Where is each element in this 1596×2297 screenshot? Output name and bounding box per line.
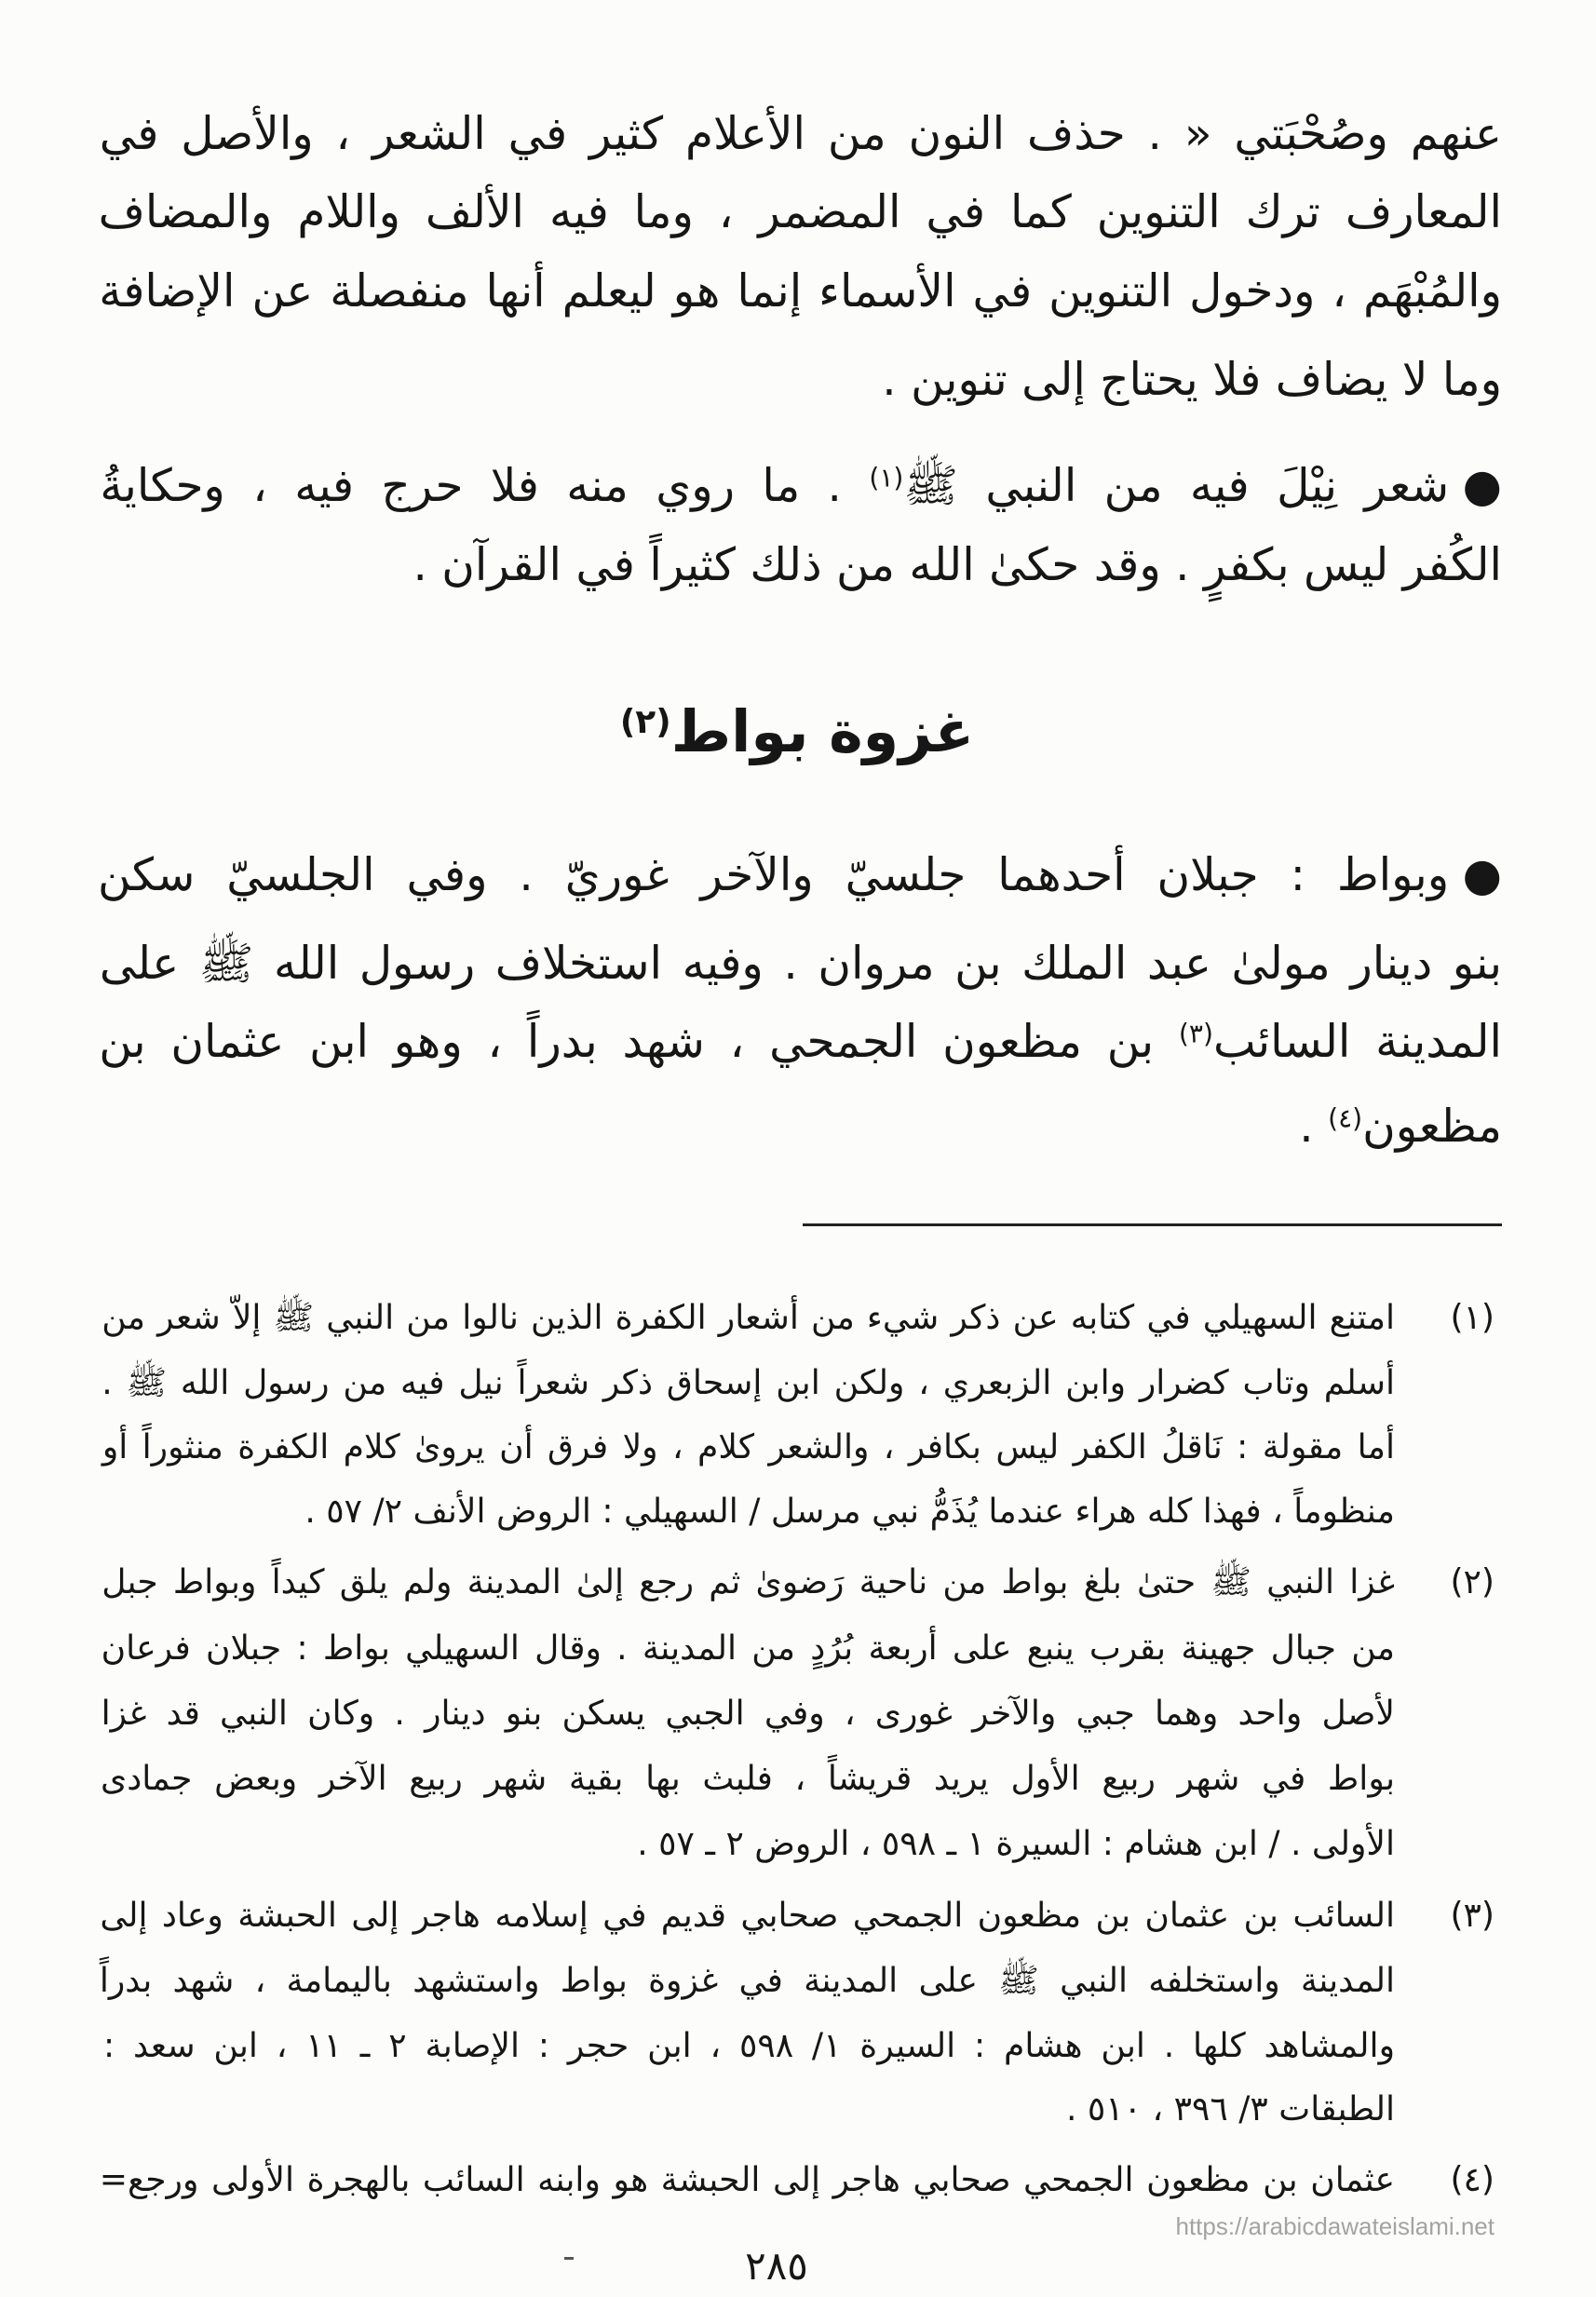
body-line <box>92 447 1502 525</box>
footnote-line: منظوماً ، فهذا كله هراء عندما يُذَمُّ نبي مرسل / السهيلي : الروض الأنف ٢/ ٥٧ . <box>304 1492 1395 1531</box>
footnote-line: السائب بن عثمان بن مظعون الجمحي صحابي قديم في إسلامه هاجر إلى الحبشة وعاد إلى <box>100 1896 1395 1935</box>
footnote-line: بواط في شهر ربيع الأول يريد قريشاً ، فلبث بها بقية شهر ربيع الآخر وبعض جمادى <box>101 1759 1395 1798</box>
body-line <box>92 836 1502 914</box>
footnote-ref: (١) <box>869 462 904 493</box>
footnote-number: (٣) <box>1450 1896 1495 1935</box>
footnote-separator <box>803 1223 1502 1226</box>
body-line <box>92 95 1502 173</box>
footnote-number: (٢) <box>1450 1562 1495 1601</box>
footnote-ref: (٣) <box>1178 1018 1213 1049</box>
watermark-url: https://arabicdawateislami.net <box>1175 2212 1495 2240</box>
body-line <box>92 1003 1502 1081</box>
paragraph-bullet: ● <box>1462 460 1502 512</box>
body-text: . ما روي منه فلا حرج فيه ، وحكايةُ <box>100 460 870 512</box>
page-number: ٢٨٥ <box>745 2243 808 2289</box>
footnote-line: الطبقات ٣/ ٣٩٦ ، ٥١٠ . <box>1065 2089 1395 2128</box>
body-text: بن مظعون الجمحي ، شهد بدراً ، وهو ابن عثمان بن <box>99 1016 1179 1068</box>
footnote-line: الأولى . / ابن هشام : السيرة ١ ـ ٥٩٨ ، الروض ٢ ـ ٥٧ . <box>637 1824 1395 1863</box>
footnote-line: غزا النبي ﷺ حتىٰ بلغ بواط من ناحية رَضوىٰ ثم رجع إلىٰ المدينة ولم يلق كيداً وبواط جبل <box>101 1562 1395 1601</box>
body-text: . حذف النون من الأعلام كثير في الشعر ، والأصل في <box>99 108 1184 160</box>
body-line <box>92 173 1502 251</box>
body-text: والمُبْهَم ، ودخول التنوين في الأسماء إنما هو ليعلم أنها منفصلة عن الإضافة <box>99 265 1502 318</box>
footnote-line: عثمان بن مظعون الجمحي صحابي هاجر إلى الحبشة هو وابنه السائب بالهجرة الأولى ورجع= <box>99 2160 1395 2199</box>
body-text: بنو دينار مولىٰ عبد الملك بن مروان . وفيه استخلاف رسول الله ﷺ على <box>99 938 1502 990</box>
body-line <box>92 925 1502 1003</box>
body-text: الكُفر ليس بكفرٍ . وقد حكىٰ الله من ذلك كثيراً في القرآن . <box>413 539 1502 591</box>
footnote-line: المدينة واستخلفه النبي ﷺ على المدينة في غزوة بواط واستشهد باليمامة ، شهد بدراً <box>99 1961 1395 2000</box>
footnote-number: (٤) <box>1450 2160 1495 2199</box>
body-text: وبواط : جبلان أحدهما جلسيّ والآخر غوريّ . وفي الجلسيّ سكن <box>98 849 1450 901</box>
footnote-line: والمشاهد كلها . ابن هشام : السيرة ١/ ٥٩٨ ، ابن حجر : الإصابة ٢ ـ ١١ ، ابن سعد : <box>103 2026 1395 2065</box>
footnote-line: امتنع السهيلي في كتابه عن ذكر شيء من أشعار الكفرة الذين نالوا من النبي ﷺ إلاّ شعر من <box>101 1298 1395 1337</box>
body-text: المدينة السائب <box>1212 1016 1502 1068</box>
section-heading <box>92 685 1502 778</box>
body-text: المعارف ترك التنوين كما في المضمر ، وما فيه الألف واللام والمضاف <box>98 186 1502 238</box>
body-line <box>92 341 1502 419</box>
section-heading-text: غزوة بواط <box>670 697 975 765</box>
body-line <box>92 1088 1502 1166</box>
footnote-line: أسلم وتاب كضرار وابن الزبعري ، ولكن ابن إسحاق ذكر شعراً نيل فيه من رسول الله ﷺ . <box>101 1363 1395 1402</box>
scan-speck <box>564 2257 574 2260</box>
body-text: عنهم وصُحْبَتي <box>1211 108 1502 160</box>
footnote-line: من جبال جهينة بقرب ينبع على أربعة بُرُدٍ من المدينة . وقال السهيلي بواط : جبلان فرعان <box>101 1628 1395 1668</box>
footnote-line: لأصل واحد وهما جبي والآخر غورى ، وفي الجبي يسكن بنو دينار . وكان النبي قد غزا <box>101 1694 1395 1733</box>
body-line <box>92 526 1502 604</box>
paragraph-bullet: ● <box>1462 849 1502 901</box>
body-text: وما لا يضاف فلا يحتاج إلى تنوين . <box>882 354 1502 406</box>
footnote-line: أما مقولة : نَاقلُ الكفر ليس بكافر ، والشعر كلام ، ولا فرق أن يروىٰ كلام الكفرة منثوراً أو <box>101 1427 1395 1466</box>
footnote-ref: (٤) <box>1328 1102 1363 1134</box>
body-text: شعر نِيْلَ فيه من النبي ﷺ <box>903 460 1450 512</box>
body-text: . <box>1299 1101 1329 1153</box>
body-line <box>92 252 1502 331</box>
body-text: مظعون <box>1362 1101 1502 1153</box>
footnote-ref: (٢) <box>619 703 671 742</box>
quotation-mark: » <box>1183 108 1212 160</box>
footnote-number: (١) <box>1450 1298 1495 1337</box>
